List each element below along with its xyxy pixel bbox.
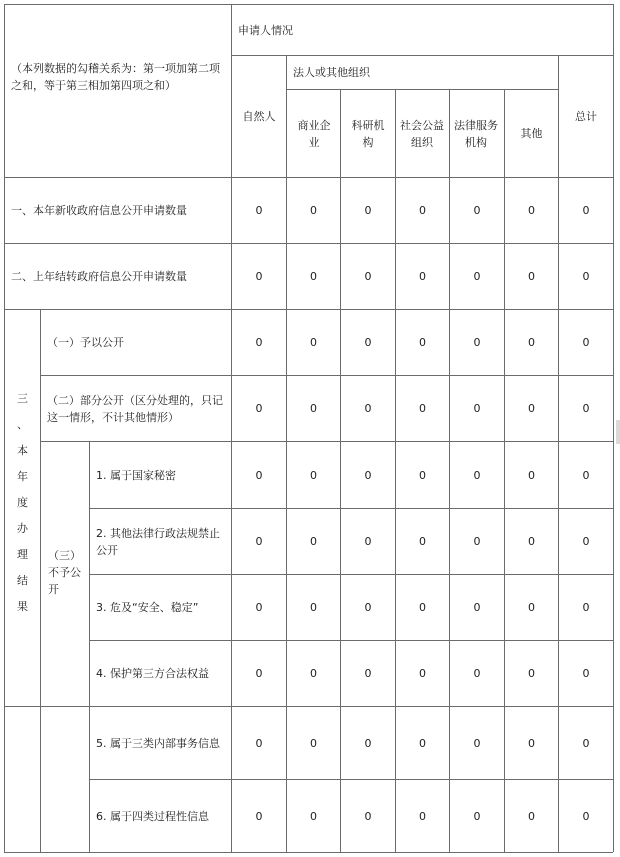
value-cell: 0 <box>310 535 317 548</box>
org-type-public-welfare: 社会公益组织 <box>400 118 444 149</box>
value-cell: 0 <box>582 204 590 217</box>
value-cell: 0 <box>473 535 481 548</box>
value-cell: 0 <box>528 809 535 823</box>
section3-char: 结 <box>17 574 28 587</box>
org-type-commercial: 商业企业 <box>297 118 331 149</box>
row-label: （一）予以公开 <box>47 336 124 349</box>
value-cell: 0 <box>528 204 535 217</box>
page-edge-marker <box>616 420 620 444</box>
value-cell: 0 <box>473 736 481 750</box>
row-label: 一、本年新收政府信息公开申请数量 <box>11 204 187 217</box>
value-cell: 0 <box>364 270 372 283</box>
value-cell: 0 <box>364 601 372 614</box>
value-cell: 0 <box>473 601 481 614</box>
applicant-info-header: 申请人情况 <box>238 23 293 37</box>
org-type-research: 科研机构 <box>351 118 385 149</box>
row-label: 3. 危及“安全、稳定” <box>96 601 199 614</box>
row-label: 2. 其他法律行政法规禁止公开 <box>96 526 220 557</box>
value-cell: 0 <box>528 270 535 283</box>
not-public-label: （三）不予公开 <box>48 548 81 596</box>
value-cell: 0 <box>419 667 426 680</box>
value-cell: 0 <box>419 601 426 614</box>
value-cell: 0 <box>310 402 317 415</box>
value-cell: 0 <box>255 204 263 217</box>
org-type-legal-service: 法律服务机构 <box>454 118 498 149</box>
section3-char: 果 <box>17 600 28 613</box>
value-cell: 0 <box>473 336 481 349</box>
row-label: 4. 保护第三方合法权益 <box>96 667 209 680</box>
value-cell: 0 <box>255 402 263 415</box>
value-cell: 0 <box>364 667 372 680</box>
section3-char: 办 <box>17 522 28 535</box>
value-cell: 0 <box>255 336 263 349</box>
value-cell: 0 <box>582 535 590 548</box>
value-cell: 0 <box>419 402 426 415</box>
value-cell: 0 <box>582 736 590 750</box>
row-label: 二、上年结转政府信息公开申请数量 <box>11 270 187 283</box>
value-cell: 0 <box>255 270 263 283</box>
value-cell: 0 <box>364 204 372 217</box>
value-cell: 0 <box>255 667 263 680</box>
value-cell: 0 <box>528 601 535 614</box>
value-cell: 0 <box>310 809 317 823</box>
value-cell: 0 <box>364 736 372 750</box>
value-cell: 0 <box>528 336 535 349</box>
value-cell: 0 <box>364 336 372 349</box>
value-cell: 0 <box>255 468 263 482</box>
section3-char: 度 <box>17 496 28 509</box>
value-cell: 0 <box>364 535 372 548</box>
value-cell: 0 <box>255 736 263 750</box>
section3-char: 三 <box>17 392 28 405</box>
org-type-other: 其他 <box>520 127 543 140</box>
value-cell: 0 <box>419 270 426 283</box>
row-label: （二）部分公开（区分处理的，只记这一情形，不计其他情形） <box>47 393 223 424</box>
value-cell: 0 <box>528 402 535 415</box>
section3-char: 理 <box>17 548 28 561</box>
value-cell: 0 <box>528 667 535 680</box>
value-cell: 0 <box>473 270 481 283</box>
value-cell: 0 <box>364 468 372 482</box>
value-cell: 0 <box>255 535 263 548</box>
value-cell: 0 <box>582 809 590 823</box>
value-cell: 0 <box>528 736 535 750</box>
value-cell: 0 <box>582 667 590 680</box>
value-cell: 0 <box>419 809 426 823</box>
value-cell: 0 <box>310 204 317 217</box>
value-cell: 0 <box>310 270 317 283</box>
natural-person-header: 自然人 <box>242 110 276 123</box>
value-cell: 0 <box>310 601 317 614</box>
value-cell: 0 <box>582 336 590 349</box>
value-cell: 0 <box>473 402 481 415</box>
row-label: 6. 属于四类过程性信息 <box>96 809 209 823</box>
value-cell: 0 <box>419 468 426 482</box>
value-cell: 0 <box>528 535 535 548</box>
total-header: 总计 <box>575 110 597 123</box>
section3-char: 、 <box>17 418 28 431</box>
value-cell: 0 <box>310 667 317 680</box>
value-cell: 0 <box>473 204 481 217</box>
value-cell: 0 <box>419 204 426 217</box>
value-cell: 0 <box>473 667 481 680</box>
value-cell: 0 <box>582 601 590 614</box>
value-cell: 0 <box>419 336 426 349</box>
value-cell: 0 <box>419 736 426 750</box>
value-cell: 0 <box>582 270 590 283</box>
section3-char: 本 <box>17 444 28 457</box>
value-cell: 0 <box>528 468 535 482</box>
value-cell: 0 <box>255 601 263 614</box>
value-cell: 0 <box>473 468 481 482</box>
value-cell: 0 <box>364 809 372 823</box>
value-cell: 0 <box>582 468 590 482</box>
value-cell: 0 <box>364 402 372 415</box>
section3-label <box>5 330 40 680</box>
value-cell: 0 <box>255 809 263 823</box>
legal-org-header: 法人或其他组织 <box>293 66 370 79</box>
row-label: 1. 属于国家秘密 <box>96 468 176 482</box>
value-cell: 0 <box>310 736 317 750</box>
column-note: （本列数据的勾稽关系为：第一项加第二项之和，等于第三相加第四项之和） <box>11 62 220 92</box>
section3-char: 年 <box>17 470 28 483</box>
value-cell: 0 <box>582 402 590 415</box>
value-cell: 0 <box>310 468 317 482</box>
row-label: 5. 属于三类内部事务信息 <box>96 736 220 750</box>
value-cell: 0 <box>419 535 426 548</box>
value-cell: 0 <box>310 336 317 349</box>
value-cell: 0 <box>473 809 481 823</box>
